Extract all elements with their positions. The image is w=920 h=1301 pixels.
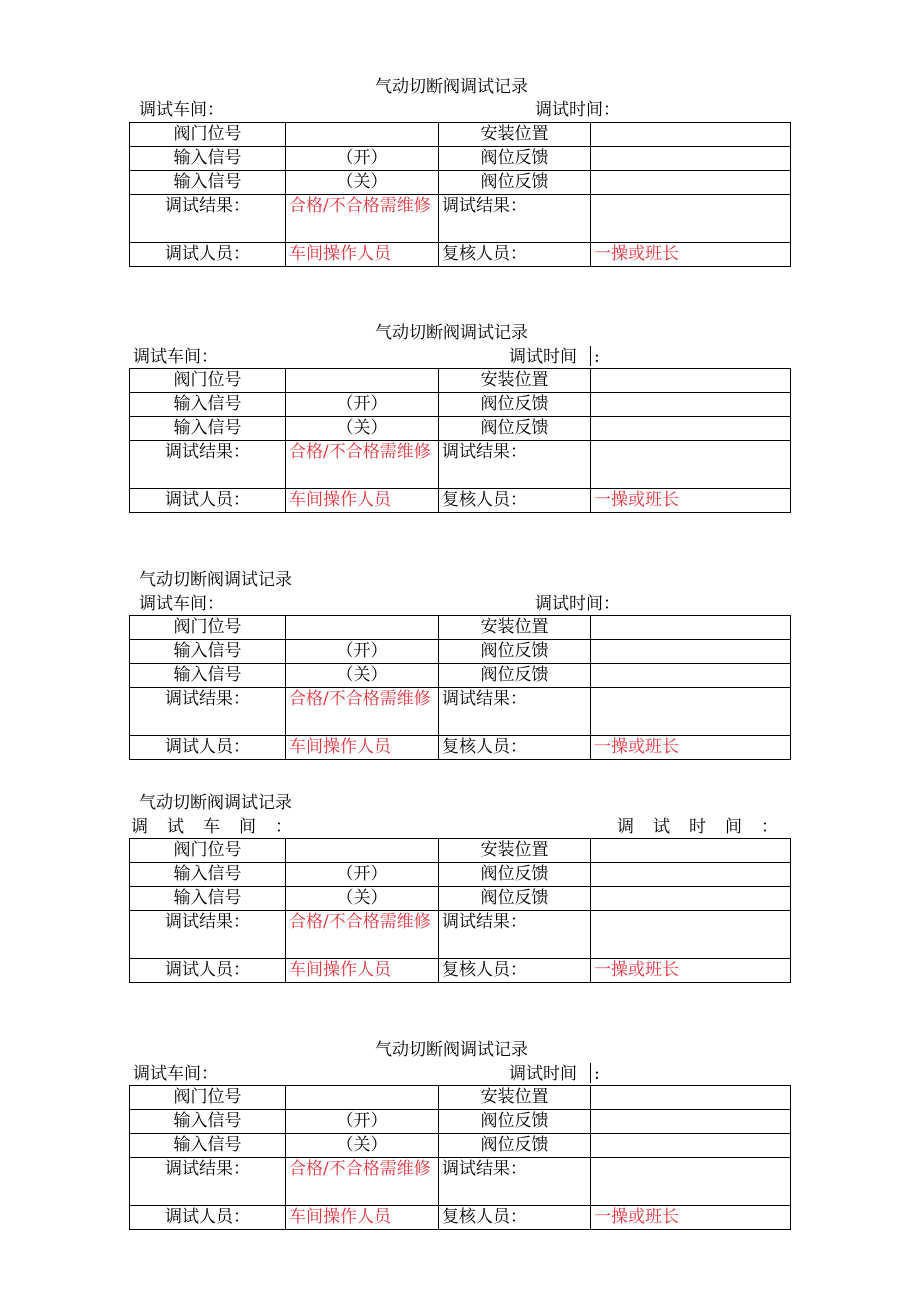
- feedback-label: 阀位反馈: [439, 887, 591, 911]
- valve-no-value[interactable]: [286, 1086, 439, 1110]
- table-row: [130, 736, 791, 760]
- table-row: [130, 195, 791, 243]
- table-row: [130, 640, 791, 664]
- result-value-2[interactable]: [591, 1158, 791, 1206]
- open-label: （开）: [286, 147, 439, 171]
- reviewer-value[interactable]: 一操或班长: [591, 1206, 791, 1230]
- reviewer-value[interactable]: 一操或班长: [591, 959, 791, 983]
- input-signal-label: 输入信号: [130, 1110, 286, 1134]
- valve-no-label: 阀门位号: [130, 616, 286, 640]
- close-label: （关）: [286, 171, 439, 195]
- time-label: 调试时间：: [535, 594, 620, 614]
- table-row: [130, 1158, 791, 1206]
- result-value-2[interactable]: [591, 441, 791, 489]
- result-value[interactable]: 合格/不合格需维修: [286, 441, 439, 489]
- text-cursor: [590, 1063, 591, 1083]
- open-label: （开）: [286, 640, 439, 664]
- table-row: [130, 417, 791, 441]
- input-signal-label: 输入信号: [130, 664, 286, 688]
- workshop-label: 调试车间：: [133, 347, 218, 367]
- table-row: [130, 664, 791, 688]
- table-row: [130, 1134, 791, 1158]
- table-row: [130, 147, 791, 171]
- table-row: [130, 1086, 791, 1110]
- feedback-open-value[interactable]: [591, 393, 791, 417]
- time-colon: :: [594, 1064, 600, 1084]
- person-value[interactable]: 车间操作人员: [286, 959, 439, 983]
- close-label: （关）: [286, 417, 439, 441]
- feedback-label: 阀位反馈: [439, 171, 591, 195]
- valve-no-value[interactable]: [286, 369, 439, 393]
- input-signal-label: 输入信号: [130, 640, 286, 664]
- install-pos-value[interactable]: [591, 839, 791, 863]
- result-label-2: 调试结果：: [439, 195, 591, 243]
- record-table: [129, 615, 791, 760]
- time-label: 调试时间：: [535, 100, 620, 120]
- open-label: （开）: [286, 393, 439, 417]
- valve-no-label: 阀门位号: [130, 839, 286, 863]
- person-label: 调试人员：: [130, 489, 286, 513]
- input-signal-label: 输入信号: [130, 887, 286, 911]
- result-label: 调试结果：: [130, 688, 286, 736]
- result-label: 调试结果：: [130, 1158, 286, 1206]
- close-label: （关）: [286, 664, 439, 688]
- result-label: 调试结果：: [130, 441, 286, 489]
- reviewer-label: 复核人员：: [439, 959, 591, 983]
- feedback-label: 阀位反馈: [439, 640, 591, 664]
- result-label-2: 调试结果：: [439, 1158, 591, 1206]
- workshop-label: 调试车间：: [139, 100, 224, 120]
- table-row: [130, 688, 791, 736]
- result-label: 调试结果：: [130, 195, 286, 243]
- person-label: 调试人员：: [130, 243, 286, 267]
- reviewer-label: 复核人员：: [439, 489, 591, 513]
- table-row: [130, 243, 791, 267]
- install-pos-value[interactable]: [591, 616, 791, 640]
- feedback-open-value[interactable]: [591, 147, 791, 171]
- feedback-close-value[interactable]: [591, 887, 791, 911]
- table-row: [130, 1206, 791, 1230]
- install-pos-label: 安装位置: [439, 616, 591, 640]
- valve-no-value[interactable]: [286, 123, 439, 147]
- record-title: 气动切断阀调试记录: [139, 793, 292, 813]
- time-label: 调试时间：: [617, 817, 797, 837]
- reviewer-value[interactable]: 一操或班长: [591, 243, 791, 267]
- feedback-label: 阀位反馈: [439, 664, 591, 688]
- feedback-close-value[interactable]: [591, 171, 791, 195]
- install-pos-label: 安装位置: [439, 369, 591, 393]
- table-row: [130, 123, 791, 147]
- workshop-label: 调试车间：: [139, 594, 224, 614]
- valve-no-value[interactable]: [286, 839, 439, 863]
- open-label: （开）: [286, 1110, 439, 1134]
- time-label: 调试时间: [509, 347, 577, 367]
- record-table: [129, 838, 791, 983]
- install-pos-value[interactable]: [591, 123, 791, 147]
- reviewer-label: 复核人员：: [439, 1206, 591, 1230]
- feedback-label: 阀位反馈: [439, 393, 591, 417]
- install-pos-label: 安装位置: [439, 839, 591, 863]
- input-signal-label: 输入信号: [130, 147, 286, 171]
- table-row: [130, 911, 791, 959]
- feedback-label: 阀位反馈: [439, 863, 591, 887]
- feedback-label: 阀位反馈: [439, 417, 591, 441]
- feedback-label: 阀位反馈: [439, 147, 591, 171]
- feedback-close-value[interactable]: [591, 417, 791, 441]
- install-pos-value[interactable]: [591, 369, 791, 393]
- valve-no-label: 阀门位号: [130, 123, 286, 147]
- input-signal-label: 输入信号: [130, 393, 286, 417]
- text-cursor: [590, 346, 591, 366]
- record-title: 气动切断阀调试记录: [375, 77, 528, 97]
- person-label: 调试人员：: [130, 959, 286, 983]
- time-label: 调试时间: [509, 1064, 577, 1084]
- close-label: （关）: [286, 887, 439, 911]
- table-row: [130, 616, 791, 640]
- person-value[interactable]: 车间操作人员: [286, 243, 439, 267]
- reviewer-value[interactable]: 一操或班长: [591, 736, 791, 760]
- table-row: [130, 1110, 791, 1134]
- result-label-2: 调试结果：: [439, 688, 591, 736]
- result-value-2[interactable]: [591, 911, 791, 959]
- record-table: [129, 122, 791, 267]
- reviewer-value[interactable]: 一操或班长: [591, 489, 791, 513]
- record-table: [129, 368, 791, 513]
- result-value-2[interactable]: [591, 688, 791, 736]
- result-label-2: 调试结果：: [439, 441, 591, 489]
- result-label: 调试结果：: [130, 911, 286, 959]
- table-row: [130, 441, 791, 489]
- install-pos-value[interactable]: [591, 1086, 791, 1110]
- record-title: 气动切断阀调试记录: [375, 323, 528, 343]
- input-signal-label: 输入信号: [130, 1134, 286, 1158]
- feedback-close-value[interactable]: [591, 1134, 791, 1158]
- feedback-open-value[interactable]: [591, 640, 791, 664]
- feedback-label: 阀位反馈: [439, 1110, 591, 1134]
- table-row: [130, 369, 791, 393]
- result-value[interactable]: 合格/不合格需维修: [286, 1158, 439, 1206]
- valve-no-label: 阀门位号: [130, 369, 286, 393]
- person-label: 调试人员：: [130, 1206, 286, 1230]
- input-signal-label: 输入信号: [130, 863, 286, 887]
- feedback-label: 阀位反馈: [439, 1134, 591, 1158]
- result-label-2: 调试结果：: [439, 911, 591, 959]
- feedback-open-value[interactable]: [591, 1110, 791, 1134]
- workshop-label: 调试车间：: [131, 817, 311, 837]
- person-label: 调试人员：: [130, 736, 286, 760]
- workshop-label: 调试车间：: [133, 1064, 218, 1084]
- reviewer-label: 复核人员：: [439, 243, 591, 267]
- feedback-open-value[interactable]: [591, 863, 791, 887]
- table-row: [130, 839, 791, 863]
- table-row: [130, 171, 791, 195]
- result-value[interactable]: 合格/不合格需维修: [286, 688, 439, 736]
- open-label: （开）: [286, 863, 439, 887]
- result-value-2[interactable]: [591, 195, 791, 243]
- record-title: 气动切断阀调试记录: [139, 570, 292, 590]
- table-row: [130, 863, 791, 887]
- result-value[interactable]: 合格/不合格需维修: [286, 911, 439, 959]
- valve-no-label: 阀门位号: [130, 1086, 286, 1110]
- table-row: [130, 887, 791, 911]
- result-value[interactable]: 合格/不合格需维修: [286, 195, 439, 243]
- input-signal-label: 输入信号: [130, 417, 286, 441]
- time-colon: :: [594, 347, 600, 367]
- person-value[interactable]: 车间操作人员: [286, 736, 439, 760]
- install-pos-label: 安装位置: [439, 123, 591, 147]
- close-label: （关）: [286, 1134, 439, 1158]
- feedback-close-value[interactable]: [591, 664, 791, 688]
- record-table: [129, 1085, 791, 1230]
- table-row: [130, 959, 791, 983]
- reviewer-label: 复核人员：: [439, 736, 591, 760]
- valve-no-value[interactable]: [286, 616, 439, 640]
- record-title: 气动切断阀调试记录: [375, 1040, 528, 1060]
- table-row: [130, 489, 791, 513]
- person-value[interactable]: 车间操作人员: [286, 489, 439, 513]
- input-signal-label: 输入信号: [130, 171, 286, 195]
- person-value[interactable]: 车间操作人员: [286, 1206, 439, 1230]
- table-row: [130, 393, 791, 417]
- install-pos-label: 安装位置: [439, 1086, 591, 1110]
